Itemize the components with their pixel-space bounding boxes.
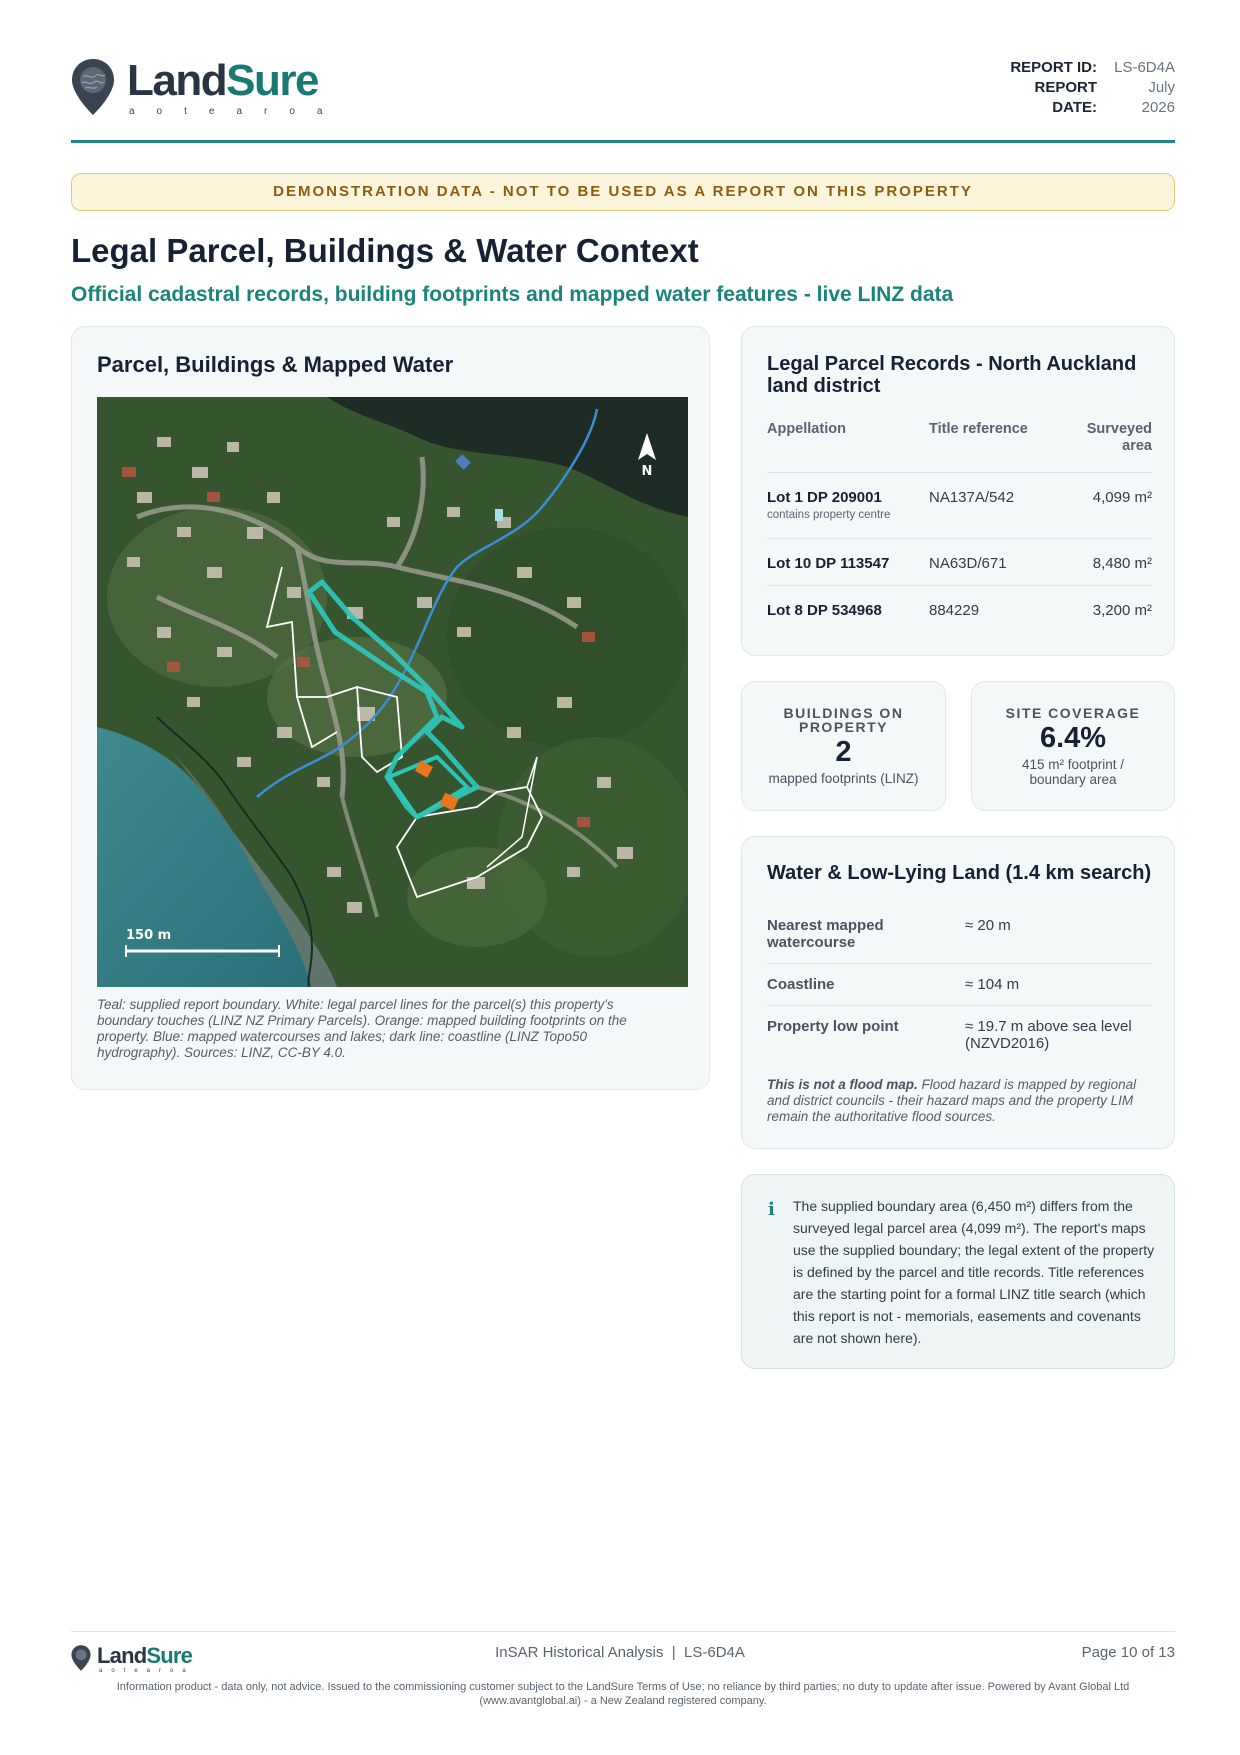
water-card <box>741 836 1175 1149</box>
logo-word-land: Land <box>127 56 227 105</box>
table-row <box>767 473 1152 539</box>
map-card-title: Parcel, Buildings & Mapped Water <box>97 352 454 377</box>
water-row-value: ≈ 20 m <box>965 917 1011 934</box>
report-date-label: REPORT DATE: <box>1034 79 1097 116</box>
water-row-label: Coastline <box>767 976 835 993</box>
row-note: contains property centre <box>767 509 891 521</box>
parcel-card-title: Legal Parcel Records - North Auckland land district <box>767 353 1137 397</box>
buildings-stat-card <box>741 681 946 811</box>
map-caption: Teal: supplied report boundary. White: legal parcel lines for the parcel(s) this property's boundary touches (LINZ NZ Primary Parcels). Orange: mapped building footprints on the property. Blue: mapped watercourses and lakes; dark line: coastline (LINZ Topo50 hydrography). Sources: LINZ, CC-BY 4.0. <box>97 997 627 1060</box>
water-row-value: ≈ 104 m <box>965 976 1020 993</box>
water-row-label: Property low point <box>767 1018 899 1035</box>
title-ref-cell: NA63D/671 <box>929 555 1007 572</box>
north-label: N <box>641 464 653 479</box>
boundary-info-text: The supplied boundary area (6,450 m²) differs from the surveyed legal parcel area (4,099 m²). The report's maps use the supplied boundary; the legal extent of the property is defined by the parcel and title records. Title references are the starting point for a formal LINZ title search (which this report is not - memorials, easements and covenants are not shown here). <box>793 1198 1155 1346</box>
header-divider <box>71 140 1175 143</box>
table-row <box>767 964 1152 1006</box>
footer-divider <box>71 1631 1175 1632</box>
footer-logo-sure: Sure <box>146 1643 193 1668</box>
flood-disclaimer-text: Flood hazard is mapped by regional and district councils - their hazard maps and the property LIM remain the authoritative flood sources. <box>767 1077 1137 1124</box>
appellation-cell: Lot 1 DP 209001 <box>767 489 882 506</box>
report-date-value: July 2026 <box>1141 79 1175 116</box>
aerial-map-graphic <box>97 397 688 987</box>
buildings-stat-value: 2 <box>835 736 852 768</box>
title-ref-cell: 884229 <box>929 602 980 619</box>
coverage-stat-label: SITE COVERAGE <box>1005 705 1141 721</box>
report-meta <box>991 58 1175 118</box>
footer-logo-land: Land <box>97 1643 147 1668</box>
parcel-records-card <box>741 326 1175 656</box>
coverage-stat-value: 6.4% <box>1039 722 1107 754</box>
footer-report-ref: InSAR Historical Analysis | LS-6D4A <box>495 1644 745 1661</box>
col-title-reference: Title reference <box>929 421 1028 437</box>
report-id-label: REPORT ID: <box>1010 59 1097 76</box>
area-cell: 4,099 m² <box>1092 489 1152 506</box>
parcel-table-header <box>767 421 1152 473</box>
aerial-map[interactable] <box>97 397 688 987</box>
report-id-value: LS-6D4A <box>1114 59 1175 76</box>
buildings-stat-label: BUILDINGS ON PROPERTY <box>783 705 904 735</box>
flood-disclaimer <box>767 1077 1152 1125</box>
parcel-table <box>767 421 1152 633</box>
footer-logo-tagline: aotearoa <box>99 1668 195 1674</box>
report-header <box>71 56 1175 142</box>
col-appellation: Appellation <box>767 421 846 437</box>
map-card <box>71 326 710 1090</box>
landsure-logo <box>71 58 344 117</box>
water-card-title: Water & Low-Lying Land (1.4 km search) <box>767 862 1152 884</box>
water-table <box>767 905 1152 1064</box>
col-surveyed-area: Surveyed area <box>1086 421 1152 454</box>
table-row <box>767 539 1152 586</box>
flood-disclaimer-bold: This is not a flood map. <box>767 1077 918 1092</box>
logo-tagline: aotearoa <box>129 106 345 117</box>
title-ref-cell: NA137A/542 <box>929 489 1015 506</box>
boundary-info-callout <box>741 1174 1175 1369</box>
info-icon: i <box>768 1199 775 1220</box>
appellation-cell: Lot 10 DP 113547 <box>767 555 890 572</box>
water-row-value: ≈ 19.7 m above sea level (NZVD2016) <box>965 1018 1132 1052</box>
area-cell: 3,200 m² <box>1092 602 1152 619</box>
page-title: Legal Parcel, Buildings & Water Context <box>71 232 699 269</box>
coverage-stat-card <box>971 681 1175 811</box>
table-row <box>767 905 1152 964</box>
footer-page-number: Page 10 of 13 <box>1081 1644 1175 1661</box>
logo-word-sure: Sure <box>226 56 318 105</box>
scale-label: 150 m <box>126 928 172 943</box>
area-cell: 8,480 m² <box>1092 555 1152 572</box>
footer-legal-text: Information product - data only, not advice. Issued to the commissioning customer subject to the LandSure Terms of Use; no reliance by third parties; no duty to update after issue. Powered by Avant Global Ltd (www.avantglobal.ai) - a New Zealand registered company. <box>116 1681 1130 1707</box>
table-row <box>767 586 1152 633</box>
buildings-stat-sub: mapped footprints (LINZ) <box>768 771 919 786</box>
appellation-cell: Lot 8 DP 534968 <box>767 602 882 619</box>
coverage-stat-sub: 415 m² footprint / boundary area <box>1021 757 1125 787</box>
table-row <box>767 1006 1152 1064</box>
map-pin-icon <box>71 58 115 116</box>
water-row-label: Nearest mapped watercourse <box>767 917 884 951</box>
page-subtitle: Official cadastral records, building footprints and mapped water features - live LINZ data <box>71 283 954 306</box>
demo-data-banner: DEMONSTRATION DATA - NOT TO BE USED AS A REPORT ON THIS PROPERTY <box>71 173 1175 211</box>
